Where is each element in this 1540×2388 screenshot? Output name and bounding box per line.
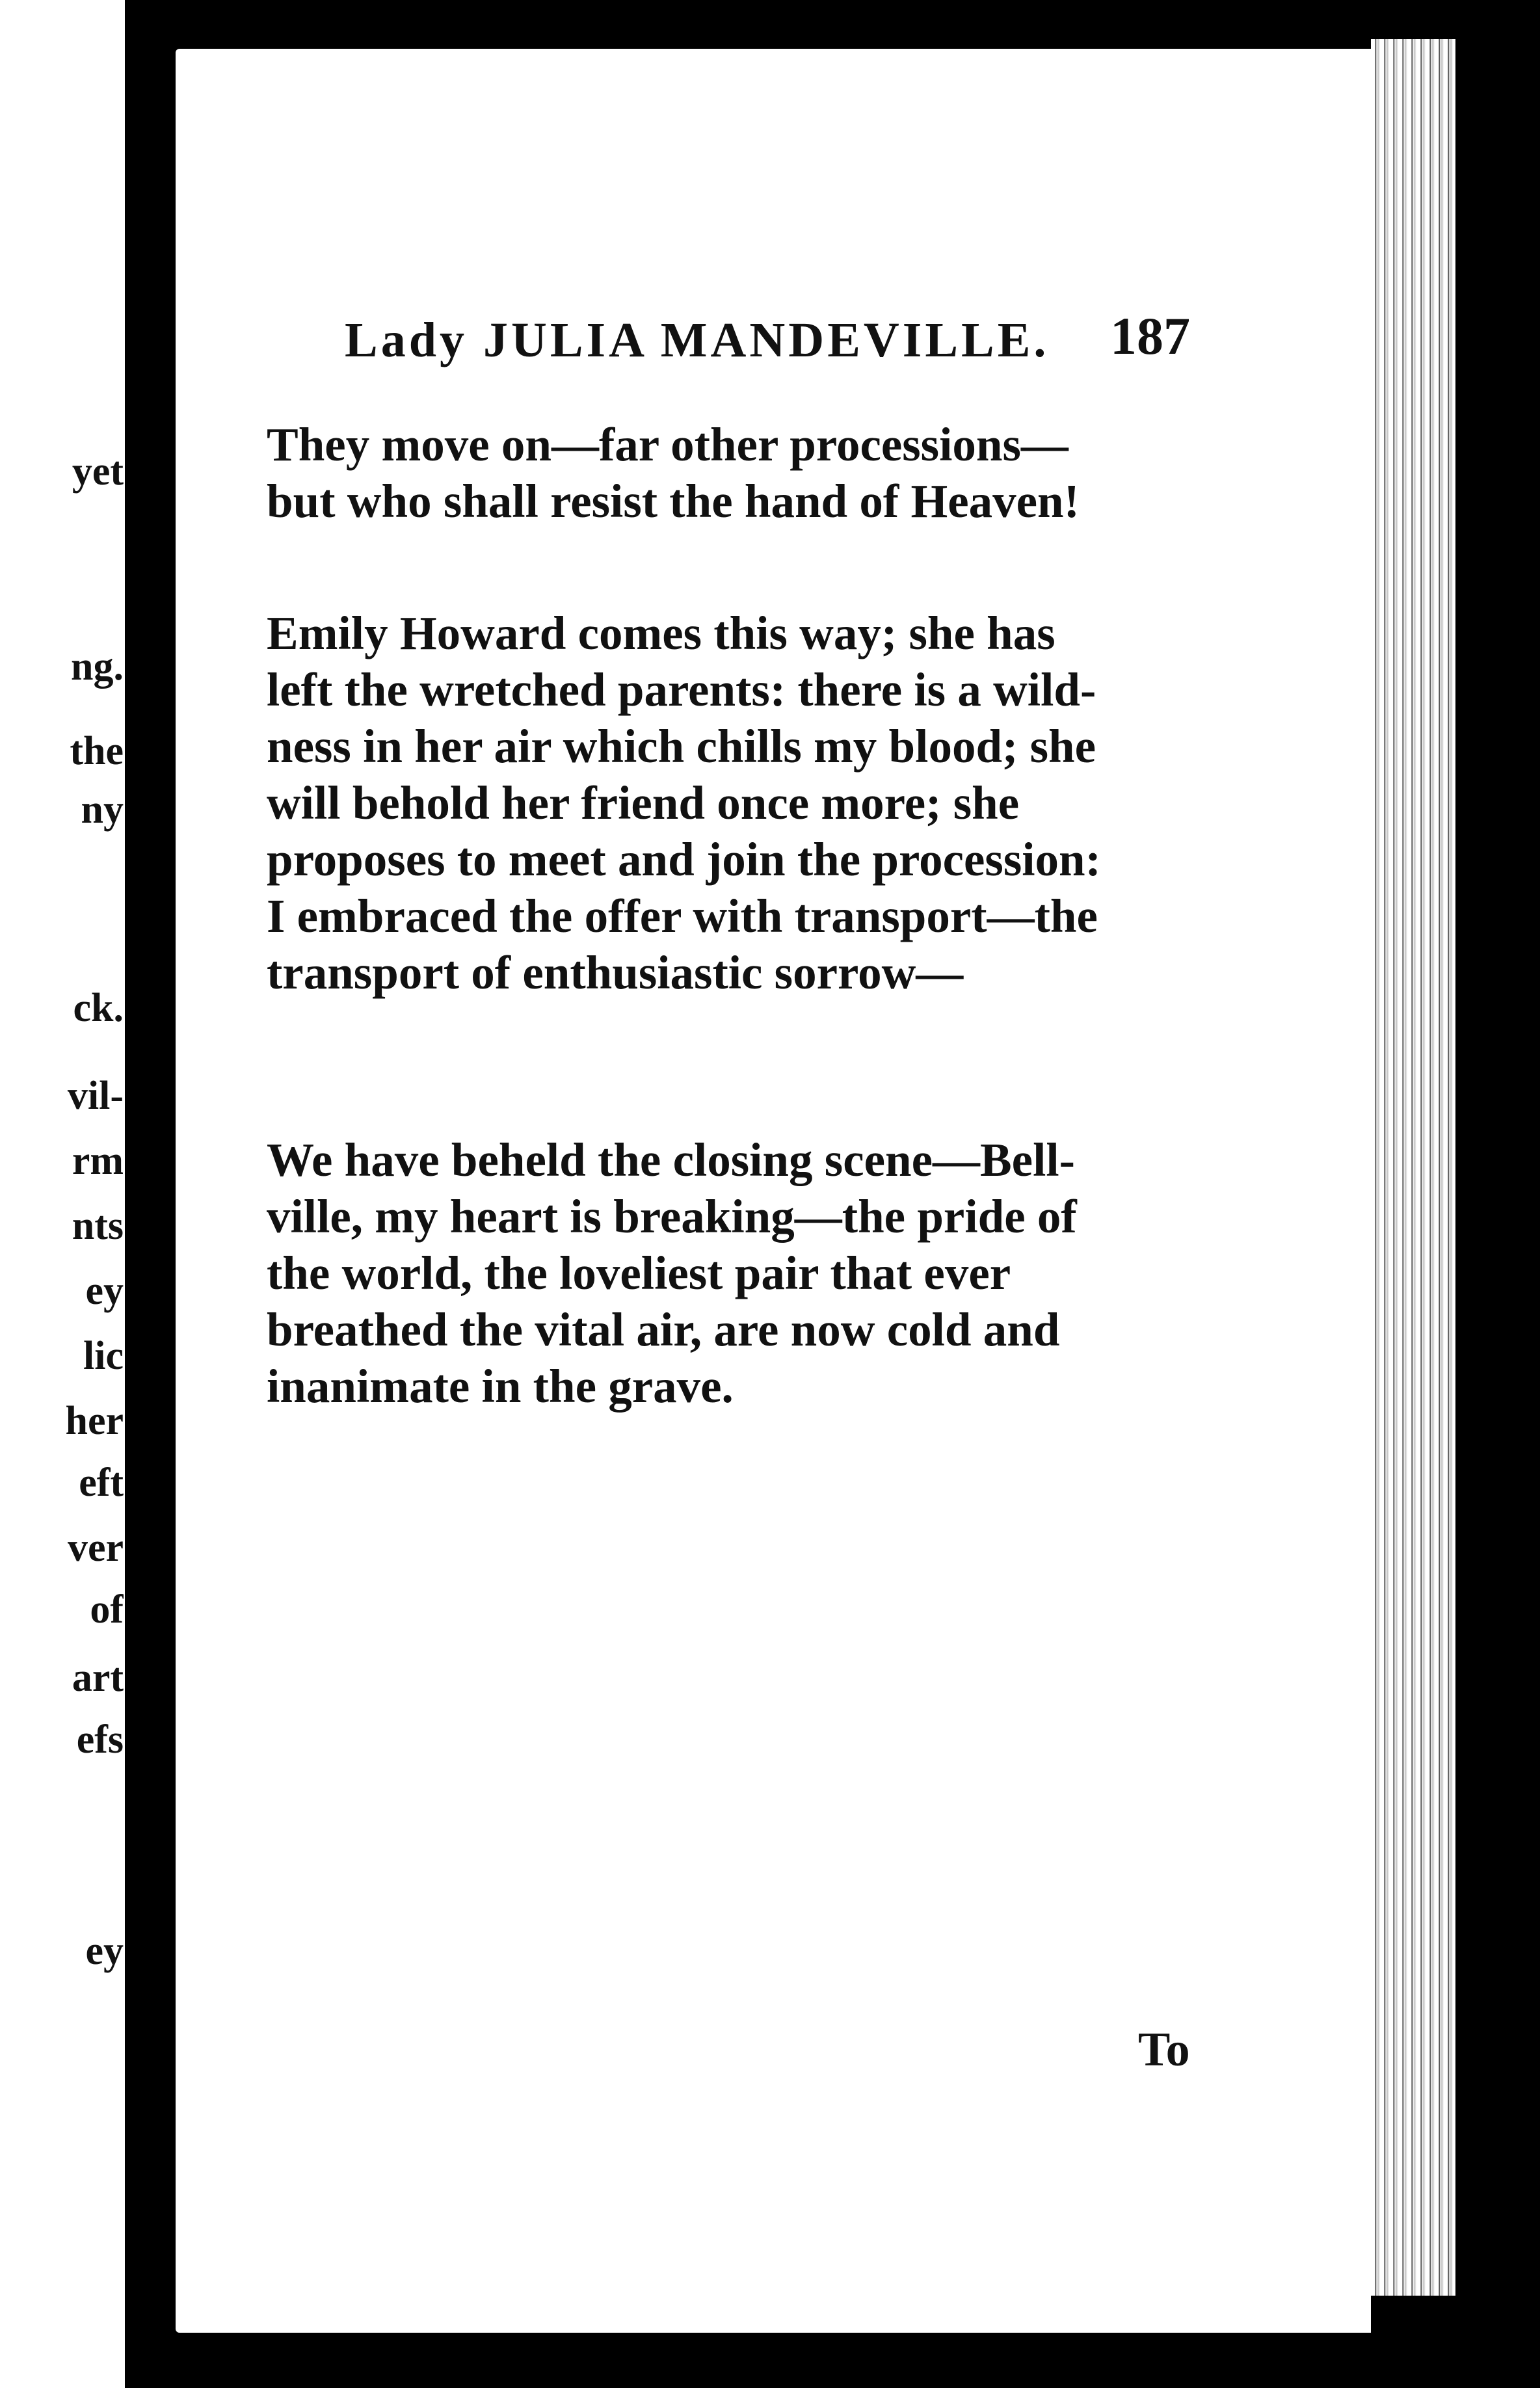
- facing-page-fragment: ver: [67, 1526, 124, 1570]
- facing-page-fragment: of: [90, 1587, 124, 1632]
- text-line: I embraced the offer with transport—the: [267, 890, 1098, 942]
- text-line: ville, my heart is breaking—the pride of: [267, 1190, 1077, 1243]
- facing-page-fragment: ck.: [73, 986, 124, 1030]
- facing-page-fragment: vil-: [67, 1074, 124, 1118]
- text-line: breathed the vital air, are now cold and: [267, 1303, 1060, 1356]
- running-header: [267, 306, 1190, 384]
- text-line: will behold her friend once more; she: [267, 776, 1020, 829]
- page-fore-edge: [1371, 39, 1455, 2296]
- paragraph: [267, 605, 1190, 1001]
- text-line: They move on—far other processions—: [267, 418, 1069, 471]
- facing-page-fragment: efs: [76, 1718, 124, 1762]
- text-line: inanimate in the grave.: [267, 1360, 734, 1413]
- facing-page-fragment: ny: [81, 788, 124, 832]
- facing-page-fragment: nts: [72, 1204, 124, 1248]
- text-line: Emily Howard comes this way; she has: [267, 607, 1055, 659]
- paragraph: [267, 416, 1190, 529]
- facing-page-fragment: rm: [72, 1139, 124, 1183]
- text-line: We have beheld the closing scene—Bell-: [267, 1134, 1075, 1186]
- text-line: proposes to meet and join the procession:: [267, 833, 1101, 886]
- catchword: To: [1138, 2023, 1190, 2076]
- facing-page-fragment: ey: [85, 1929, 124, 1973]
- running-title: Lady JULIA MANDEVILLE.: [345, 313, 1050, 367]
- text-line: transport of enthusiastic sorrow—: [267, 946, 964, 999]
- facing-page-fragment: art: [72, 1656, 124, 1700]
- text-line: but who shall resist the hand of Heaven!: [267, 475, 1080, 527]
- text-line: ness in her air which chills my blood; she: [267, 720, 1096, 773]
- text-line: left the wretched parents: there is a wild-: [267, 663, 1096, 716]
- facing-page-fragment: her: [65, 1399, 124, 1443]
- paragraph: [267, 1132, 1190, 1414]
- facing-page-fragment: ey: [85, 1269, 124, 1313]
- scan-border: [1455, 0, 1540, 2388]
- book-gutter: [125, 0, 176, 2388]
- facing-page-fragment: eft: [79, 1461, 124, 1505]
- text-line: the world, the loveliest pair that ever: [267, 1247, 1011, 1299]
- facing-page-fragment: the: [70, 729, 124, 773]
- facing-page-fragment: yet: [72, 449, 124, 494]
- facing-page-fragment: ng.: [71, 644, 124, 689]
- page-number: 187: [1110, 306, 1190, 365]
- facing-page-fragment: lic: [83, 1334, 124, 1378]
- facing-page: [0, 0, 125, 2388]
